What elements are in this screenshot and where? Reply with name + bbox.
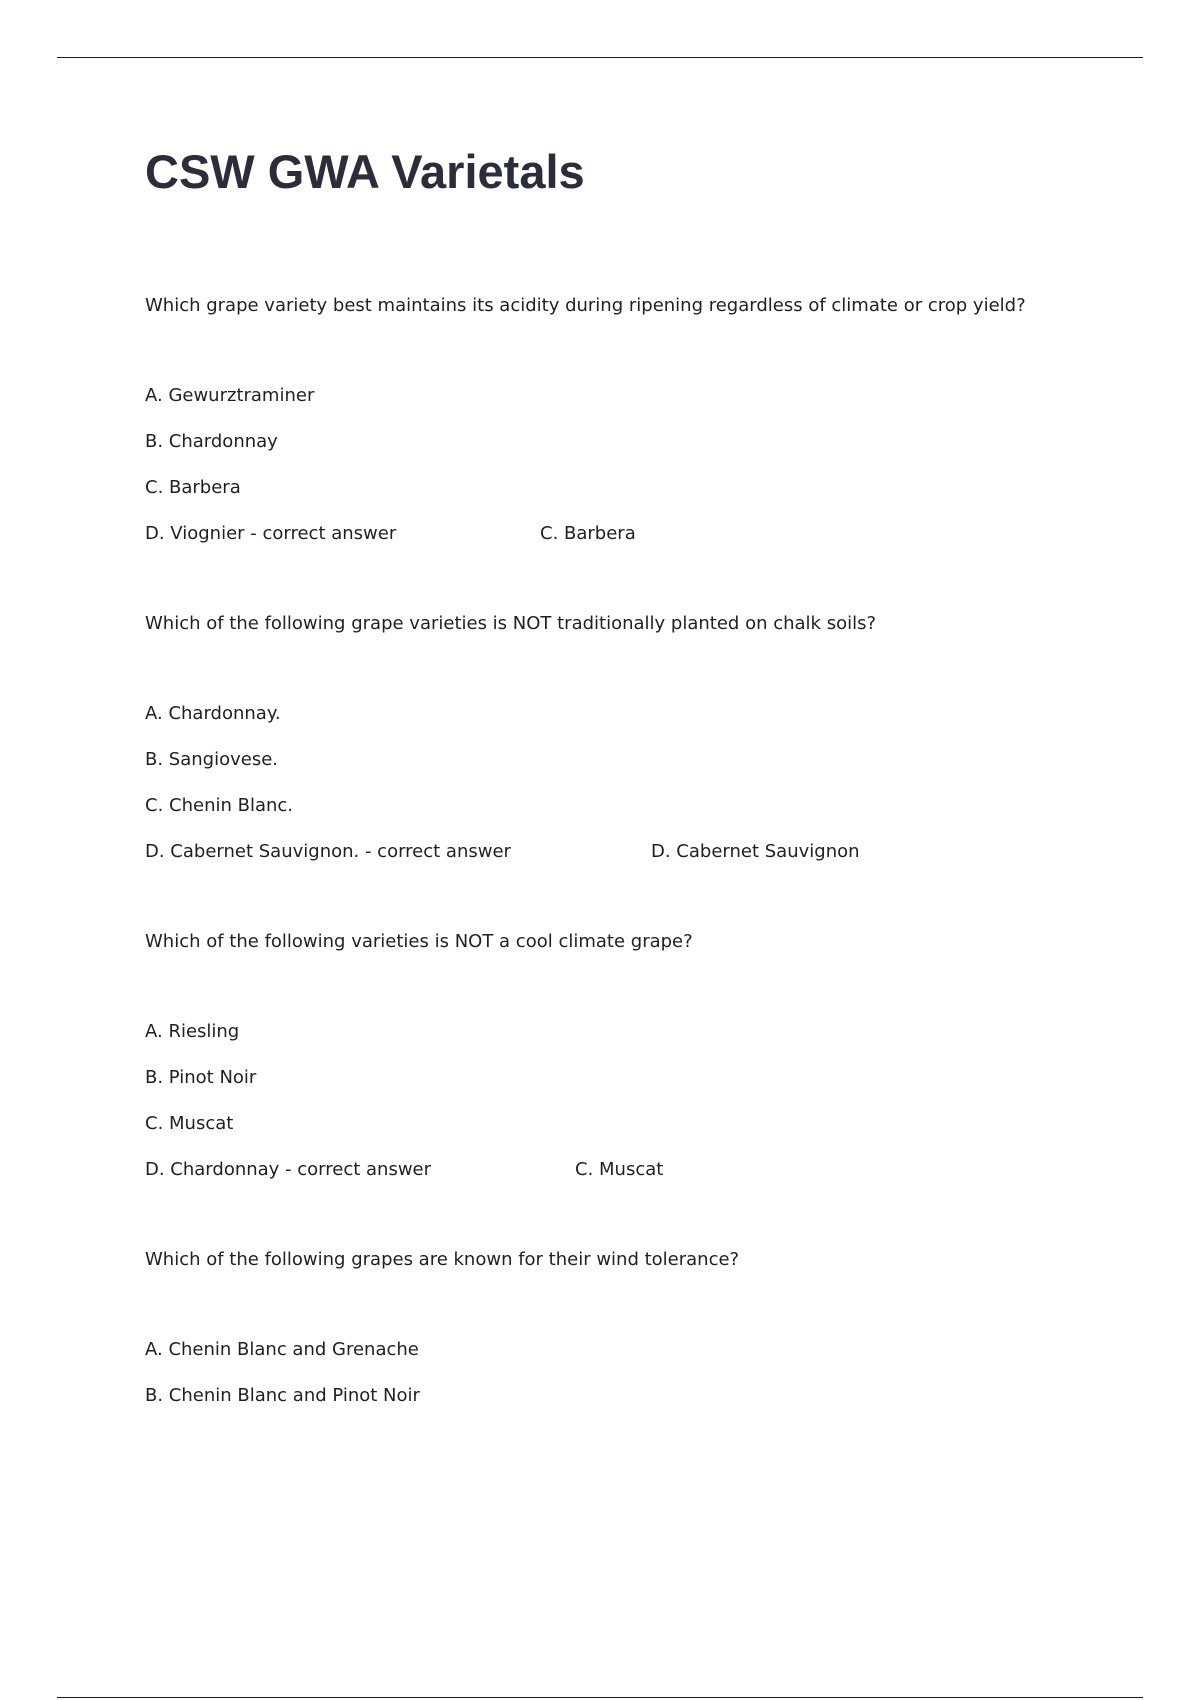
option-b: B. Pinot Noir [145,1067,257,1088]
answer-key: C. Muscat [575,1159,664,1180]
question-2 [145,608,1105,882]
option-a: A. Chenin Blanc and Grenache [145,1339,419,1360]
option-c: C. Muscat [145,1113,234,1134]
bottom-divider [57,1697,1143,1698]
question-list [145,290,1105,1426]
question-text: Which of the following varieties is NOT a cool climate grape? [145,931,693,952]
question-text: Which of the following grape varieties is NOT traditionally planted on chalk soils? [145,613,877,634]
question-text: Which grape variety best maintains its acidity during ripening regardless of climate or crop yield? [145,295,1026,316]
option-b: B. Chardonnay [145,431,278,452]
answer-key: C. Barbera [540,523,636,544]
question-text: Which of the following grapes are known for their wind tolerance? [145,1249,740,1270]
option-c: C. Chenin Blanc. [145,795,294,816]
question-3 [145,926,1105,1200]
option-b: B. Chenin Blanc and Pinot Noir [145,1385,420,1406]
option-d-row [145,1154,1105,1200]
option-a: A. Riesling [145,1021,240,1042]
answer-key: D. Cabernet Sauvignon [651,841,860,862]
option-c: C. Barbera [145,477,241,498]
top-divider [57,57,1143,58]
document-title: CSW GWA Varietals [145,145,585,198]
option-d-row [145,518,1105,564]
question-1 [145,290,1105,564]
option-d: D. Chardonnay - correct answer [145,1159,432,1180]
option-d-row [145,836,1105,882]
option-d: D. Cabernet Sauvignon. - correct answer [145,841,511,862]
option-b: B. Sangiovese. [145,749,278,770]
option-d: D. Viognier - correct answer [145,523,397,544]
option-a: A. Gewurztraminer [145,385,315,406]
option-a: A. Chardonnay. [145,703,281,724]
question-4 [145,1244,1105,1426]
